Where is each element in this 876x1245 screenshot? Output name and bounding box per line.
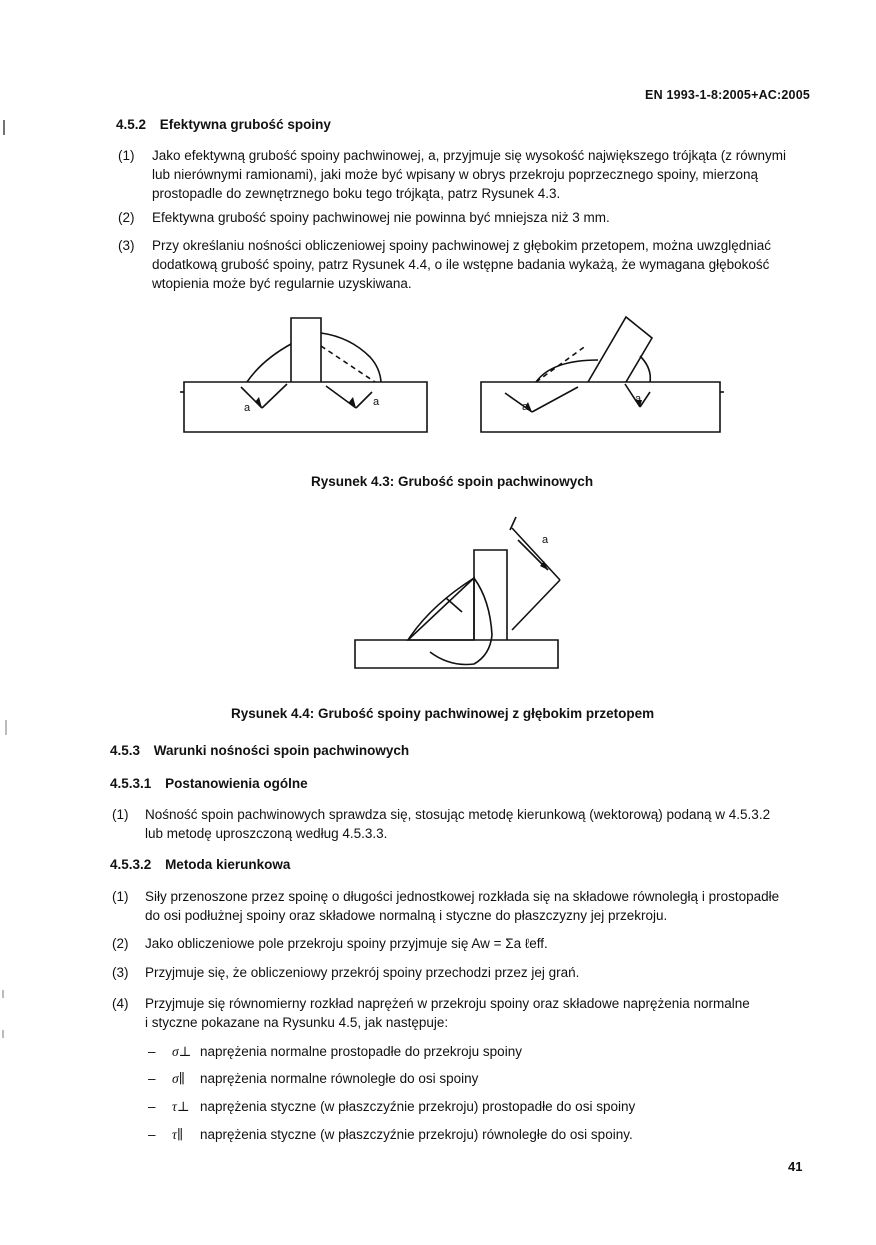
deep-weld-outline [408, 578, 492, 665]
figure-4-4-caption: Rysunek 4.4: Grubość spoiny pachwinowej z głębokim przetopem [231, 706, 655, 721]
throat-label: a [522, 401, 529, 413]
paragraph-4-5-3-1-1 [112, 805, 822, 845]
throat-label: a [542, 534, 549, 546]
paragraph-line: Nośność spoin pachwinowych sprawdza się, stosując metodę kierunkową (wektorową) podaną w 4.5.3.2 [145, 807, 771, 822]
paragraph-line: dodatkową grubość spoiny, patrz Rysunek 4.4, o ile wstępne badania wykażą, że wymagana głębokość [152, 257, 770, 272]
section-number: 4.5.3 [110, 743, 141, 758]
page-number: 41 [788, 1159, 803, 1174]
paragraph-number: (2) [112, 936, 129, 951]
stress-symbol: τ⊥ [172, 1099, 190, 1114]
stress-symbol: τ∥ [172, 1127, 184, 1142]
section-heading-4-5-3-2 [110, 857, 290, 872]
paragraph-line: i styczne pokazane na Rysunku 4.5, jak następuje: [145, 1015, 449, 1030]
paragraph-4-5-3-2-2 [112, 934, 822, 954]
stress-description: naprężenia normalne prostopadłe do przekroju spoiny [200, 1044, 522, 1059]
section-title: Efektywna grubość spoiny [159, 117, 331, 132]
paragraph-number: (1) [118, 148, 135, 163]
paragraph-number: (1) [112, 889, 129, 904]
paragraph-line: Przy określaniu nośności obliczeniowej spoiny pachwinowej z głębokim przetopem, można uwzględniać [152, 238, 772, 253]
section-title: Postanowienia ogólne [165, 776, 308, 791]
paragraph-line: Przyjmuje się równomierny rozkład naprężeń w przekroju spoiny oraz składowe naprężenia normalne [145, 996, 750, 1011]
paragraph-line: Przyjmuje się, że obliczeniowy przekrój spoiny przechodzi przez jej grań. [145, 965, 580, 980]
paragraph-number: (4) [112, 996, 129, 1011]
throat-label: a [635, 393, 642, 405]
paragraph-line: prostopadle do zewnętrznego boku tego trójkąta, patrz Rysunek 4.3. [152, 186, 561, 201]
stress-symbol: σ⊥ [172, 1044, 192, 1059]
list-dash: – [148, 1099, 156, 1114]
paragraph-line: lub metodę uproszczoną według 4.5.3.3. [145, 826, 388, 841]
paragraph-number: (1) [112, 807, 129, 822]
paragraph-4-5-3-2-3 [112, 963, 822, 983]
document-code-header: EN 1993-1-8:2005+AC:2005 [645, 88, 810, 102]
section-number: 4.5.3.2 [110, 857, 152, 872]
section-number: 4.5.2 [116, 117, 147, 132]
throat-label: a [244, 402, 251, 414]
paragraph-number: (2) [118, 210, 135, 225]
paragraph-line: do osi podłużnej spoiny oraz składowe normalną i styczne do płaszczyzny jej przekroju. [145, 908, 668, 923]
paragraph-4-5-3-2-1 [112, 887, 822, 927]
stress-list-item [148, 1042, 808, 1062]
list-dash: – [148, 1071, 156, 1086]
stress-list-item [148, 1069, 808, 1089]
section-heading-4-5-3-1 [110, 776, 308, 791]
stress-symbol: σ∥ [172, 1071, 185, 1086]
paragraph-number: (3) [112, 965, 129, 980]
list-dash: – [148, 1127, 156, 1142]
section-title: Metoda kierunkowa [165, 857, 291, 872]
list-dash: – [148, 1044, 156, 1059]
stress-description: naprężenia styczne (w płaszczyźnie przekroju) równoległe do osi spoiny. [200, 1127, 633, 1142]
figure-4-3-caption: Rysunek 4.3: Grubość spoin pachwinowych [311, 474, 594, 489]
paragraph-4-5-3-2-4 [112, 994, 822, 1034]
paragraph-line: Siły przenoszone przez spoinę o długości jednostkowej rozkłada się na składowe równoległą i prostopadłe [145, 889, 780, 904]
paragraph-line: Jako obliczeniowe pole przekroju spoiny przyjmuje się Aw = Σa ℓeff. [145, 936, 548, 951]
throat-label: a [373, 396, 380, 408]
stress-list-item [148, 1097, 808, 1117]
section-title: Warunki nośności spoin pachwinowych [153, 743, 410, 758]
stress-description: naprężenia normalne równoległe do osi spoiny [200, 1071, 479, 1086]
paragraph-line: lub nierównymi ramionami), jaki może być wpisany w obrys przekroju poprzecznego spoiny, mierzoną [152, 167, 758, 182]
stress-list-item [148, 1125, 808, 1145]
paragraph-line: wtopienia może być regularnie uzyskiwana. [152, 276, 412, 291]
paragraph-line: Efektywna grubość spoiny pachwinowej nie powinna być mniejsza niż 3 mm. [152, 210, 610, 225]
stress-description: naprężenia styczne (w płaszczyźnie przekroju) prostopadłe do osi spoiny [200, 1099, 636, 1114]
paragraph-line: Jako efektywną grubość spoiny pachwinowej, a, przyjmuje się wysokość największego trójkąta (z równymi [152, 148, 787, 163]
paragraph-number: (3) [118, 238, 135, 253]
section-heading-4-5-3 [110, 743, 409, 758]
inscribed-triangle [408, 578, 474, 640]
section-number: 4.5.3.1 [110, 776, 152, 791]
